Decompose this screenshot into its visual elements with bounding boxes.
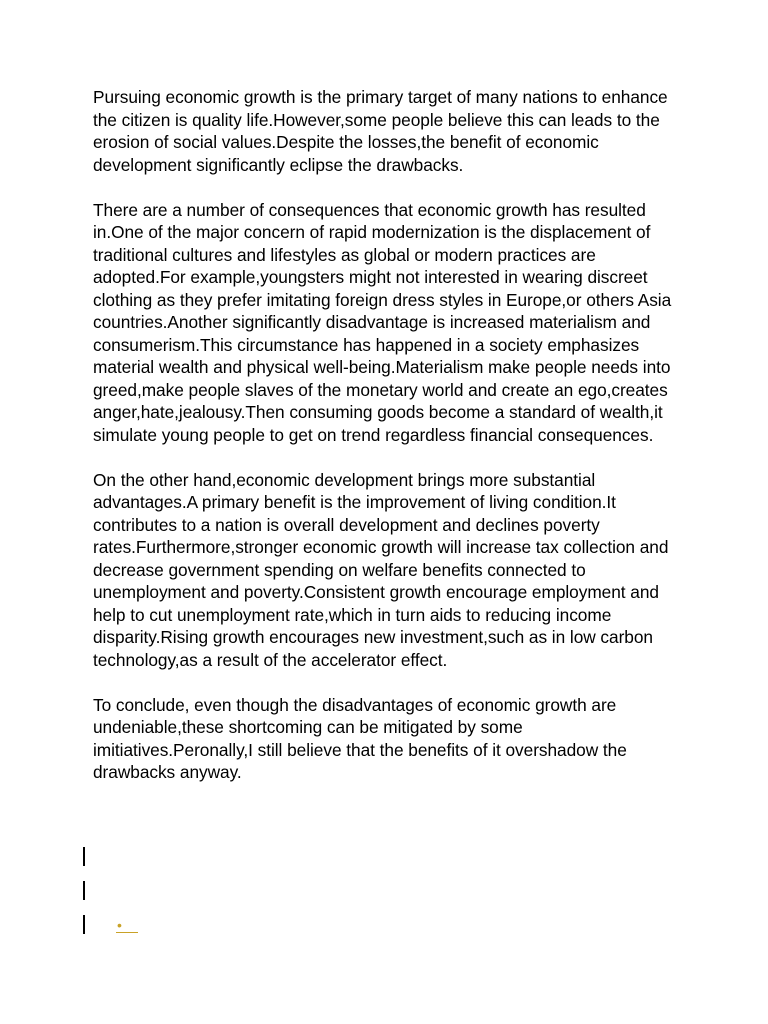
change-bar-marker bbox=[83, 881, 85, 900]
bullet-icon: • bbox=[117, 917, 122, 933]
change-bar-marker bbox=[83, 915, 85, 934]
paragraph-conclusion: To conclude, even though the disadvantages of economic growth are undeniable,these shortcoming can be mitigated by some imitiatives.Peronally,I still believe that the benefits of it overshadow the drawbacks anyway. bbox=[93, 694, 627, 782]
paragraph-disadvantages: There are a number of consequences that economic growth has resulted in.One of the major concern of rapid modernization is the displacement of traditional cultures and lifestyles as global or modern practices are adopted.For example,youngsters might not interested in wearing discreet clothing as they prefer imitating foreign dress styles in Europe,or others Asia countries.Another significantly disadvantage is increased materialism and consumerism.This circumstance has happened in a society emphasizes material wealth and physical well-being.Materialism make people needs into greed,make people slaves of the monetary world and create an ego,creates anger,hate,jealousy.Then consuming goods become a standard of wealth,it simulate young people to get on trend regardless financial consequences. bbox=[93, 199, 672, 445]
paragraph-introduction: Pursuing economic growth is the primary target of many nations to enhance the citizen is quality life.However,some people believe this can leads to the erosion of social values.Despite the losses,the benefit of economic development significantly eclipse the drawbacks. bbox=[93, 87, 668, 175]
list-bullet[interactable] bbox=[116, 918, 138, 933]
change-bar-marker bbox=[83, 847, 85, 866]
paragraph-advantages: On the other hand,economic development brings more substantial advantages.A primary benefit is the improvement of living condition.It contributes to a nation is overall development and declines poverty rates.Furthermore,stronger economic growth will increase tax collection and decrease government spending on welfare benefits connected to unemployment and poverty.Consistent growth encourage employment and help to cut unemployment rate,which in turn aids to reducing income disparity.Rising growth encourages new investment,such as in low carbon technology,as a result of the accelerator effect. bbox=[93, 469, 669, 670]
document-body[interactable] bbox=[93, 86, 683, 806]
